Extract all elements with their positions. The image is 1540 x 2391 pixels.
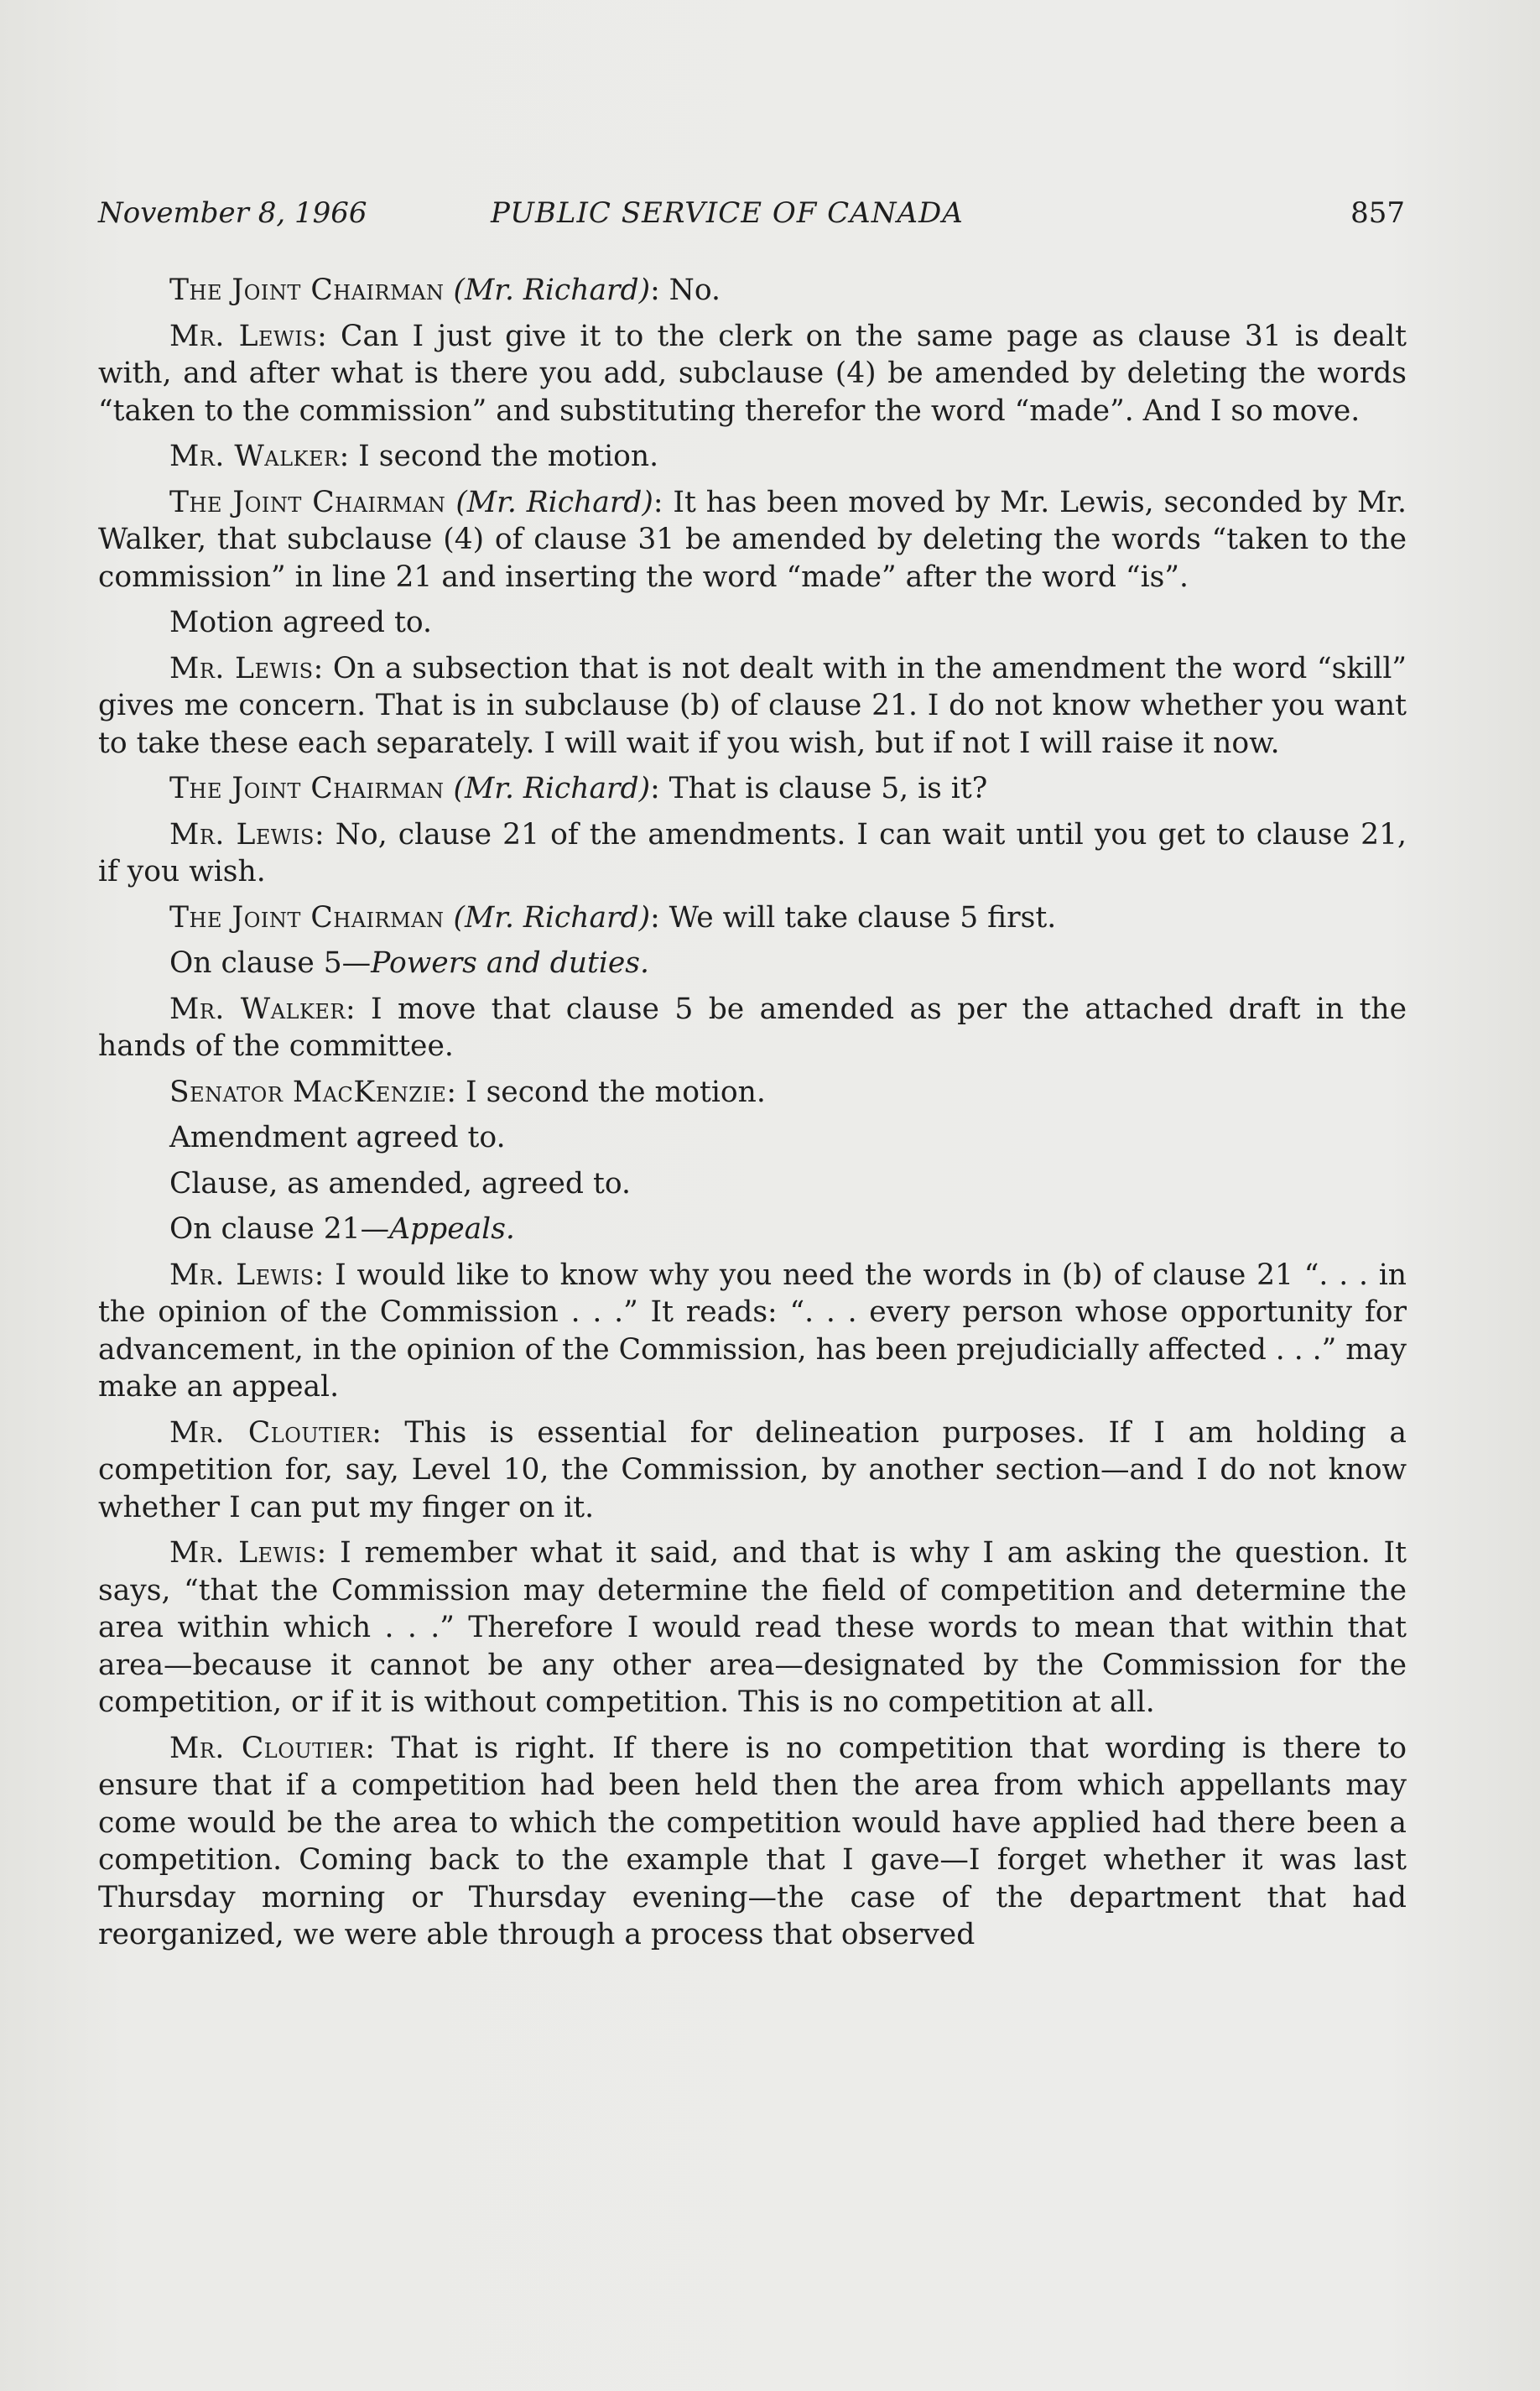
speaker-name: Senator MacKenzie bbox=[169, 1075, 447, 1109]
speaker-name: Mr. Cloutier bbox=[169, 1731, 366, 1765]
speaker-name: Mr. Lewis bbox=[169, 1258, 315, 1292]
speaker-qualifier: (Mr. Richard) bbox=[453, 772, 651, 805]
paragraph bbox=[98, 1074, 1407, 1112]
paragraph-text: That is clause 5, is it? bbox=[659, 772, 988, 805]
speaker-name: Mr. Walker bbox=[169, 440, 340, 473]
paragraph bbox=[98, 604, 1407, 642]
paragraph-text: On clause 5— bbox=[169, 946, 372, 980]
speaker-separator: : bbox=[316, 1536, 327, 1570]
paragraph-text: I second the motion. bbox=[456, 1075, 766, 1109]
paragraph-text: No. bbox=[659, 273, 721, 307]
speaker-name: The Joint Chairman bbox=[169, 485, 446, 519]
clause-heading: Appeals. bbox=[389, 1212, 515, 1246]
speaker-separator: : bbox=[650, 900, 660, 935]
paragraph bbox=[98, 770, 1407, 808]
paragraph-text: Amendment agreed to. bbox=[169, 1121, 506, 1154]
speaker-name: Mr. Lewis bbox=[169, 651, 314, 685]
paragraph-text: On clause 21— bbox=[169, 1212, 390, 1246]
paragraph-text: Can I just give it to the clerk on the same page as clause 31 is dealt with, and after what is there you add, subclause (4) be amended by deleting the words “taken to the commission” and substituting therefor the word “made”. And I so move. bbox=[98, 319, 1407, 428]
speaker-separator: : bbox=[653, 485, 663, 519]
speaker-qualifier: (Mr. Richard) bbox=[455, 485, 653, 519]
speaker-name: Mr. Lewis bbox=[169, 1536, 317, 1570]
speaker-separator: : bbox=[650, 273, 660, 307]
header-date: November 8, 1966 bbox=[98, 196, 367, 230]
paragraph bbox=[98, 1414, 1407, 1527]
speaker-separator: : bbox=[650, 772, 660, 805]
speaker-separator: : bbox=[346, 992, 356, 1026]
paragraph-text: That is right. If there is no competition that wording is there to ensure that if a competition had been held then the area from which appellants may come would be the area to which the competition would have applied had there been a competition. Coming back to the example that I gave—I forget whether it was last Thursday morning or Thursday evening—the case of the department that had reorganized, we were able through a process that observed bbox=[98, 1731, 1407, 1951]
paragraph bbox=[98, 1257, 1407, 1406]
paragraph bbox=[98, 318, 1407, 430]
speaker-qualifier: (Mr. Richard) bbox=[453, 900, 651, 935]
paragraph-text: I remember what it said, and that is why I am asking the question. It says, “that the Commission may determine the field of competition and determine the area within which . . .” Therefore I would read these words to mean that within that area—because it cannot be any other area—designated by the Commission for the competition, or if it is without competition. This is no competition at all. bbox=[98, 1536, 1407, 1719]
paragraph-text: On a subsection that is not dealt with in the amendment the word “skill” gives me concern. That is in subclause (b) of clause 21. I do not know whether you want to take these each separately. I will wait if you wish, but if not I will raise it now. bbox=[98, 651, 1407, 760]
speaker-separator: : bbox=[317, 319, 327, 353]
paragraph-text: I would like to know why you need the words in (b) of clause 21 “. . . in the opinion of the Commission . . .” It reads: “. . . every person whose opportunity for advancement, in the opinion of the Commission, has been prejudicially affected . . .” may make an appeal. bbox=[98, 1258, 1407, 1404]
speaker-separator: : bbox=[314, 1258, 325, 1292]
paragraph bbox=[98, 945, 1407, 982]
speaker-name: The Joint Chairman bbox=[169, 273, 445, 307]
paragraph-text: No, clause 21 of the amendments. I can wait until you get to clause 21, if you wish. bbox=[98, 817, 1407, 888]
transcript-body bbox=[98, 272, 1407, 1962]
speaker-separator: : bbox=[365, 1731, 375, 1765]
speaker-name: Mr. Walker bbox=[169, 992, 346, 1026]
paragraph-text: This is essential for delineation purposes. If I am holding a competition for, say, Level 10, the Commission, by another section—and I do not know whether I can put my finger on it. bbox=[98, 1415, 1407, 1524]
paragraph bbox=[98, 991, 1407, 1065]
paragraph-text: I second the motion. bbox=[349, 440, 659, 473]
speaker-name: Mr. Lewis bbox=[169, 817, 315, 852]
running-header bbox=[98, 195, 1405, 232]
paragraph bbox=[98, 650, 1407, 763]
speaker-qualifier: (Mr. Richard) bbox=[453, 273, 651, 307]
header-title: PUBLIC SERVICE OF CANADA bbox=[491, 196, 964, 230]
speaker-separator: : bbox=[372, 1415, 382, 1450]
speaker-separator: : bbox=[315, 817, 325, 852]
speaker-separator: : bbox=[339, 440, 350, 473]
paragraph bbox=[98, 438, 1407, 476]
speaker-separator: : bbox=[446, 1075, 457, 1109]
speaker-name: Mr. Cloutier bbox=[169, 1415, 372, 1450]
speaker-name: The Joint Chairman bbox=[169, 900, 445, 935]
paragraph bbox=[98, 272, 1407, 310]
paragraph bbox=[98, 1165, 1407, 1203]
paragraph bbox=[98, 1119, 1407, 1157]
paragraph bbox=[98, 1211, 1407, 1248]
paragraph bbox=[98, 1534, 1407, 1722]
speaker-name: The Joint Chairman bbox=[169, 772, 445, 805]
paragraph-text: We will take clause 5 first. bbox=[659, 900, 1057, 935]
paragraph bbox=[98, 1730, 1407, 1954]
paragraph-text: Motion agreed to. bbox=[169, 606, 432, 639]
speaker-name: Mr. Lewis bbox=[169, 319, 318, 353]
paragraph-text: I move that clause 5 be amended as per the attached draft in the hands of the committee. bbox=[98, 992, 1407, 1063]
paragraph-text: Clause, as amended, agreed to. bbox=[169, 1166, 631, 1201]
paragraph-text: It has been moved by Mr. Lewis, seconded by Mr. Walker, that subclause (4) of clause 31 be amended by deleting the words “taken to the commission” in line 21 and inserting the word “made” after the word “is”. bbox=[98, 485, 1407, 594]
page-number: 857 bbox=[1350, 196, 1405, 230]
paragraph bbox=[98, 484, 1407, 596]
paragraph bbox=[98, 899, 1407, 937]
speaker-separator: : bbox=[313, 651, 324, 685]
paragraph bbox=[98, 816, 1407, 891]
clause-heading: Powers and duties. bbox=[371, 946, 649, 980]
